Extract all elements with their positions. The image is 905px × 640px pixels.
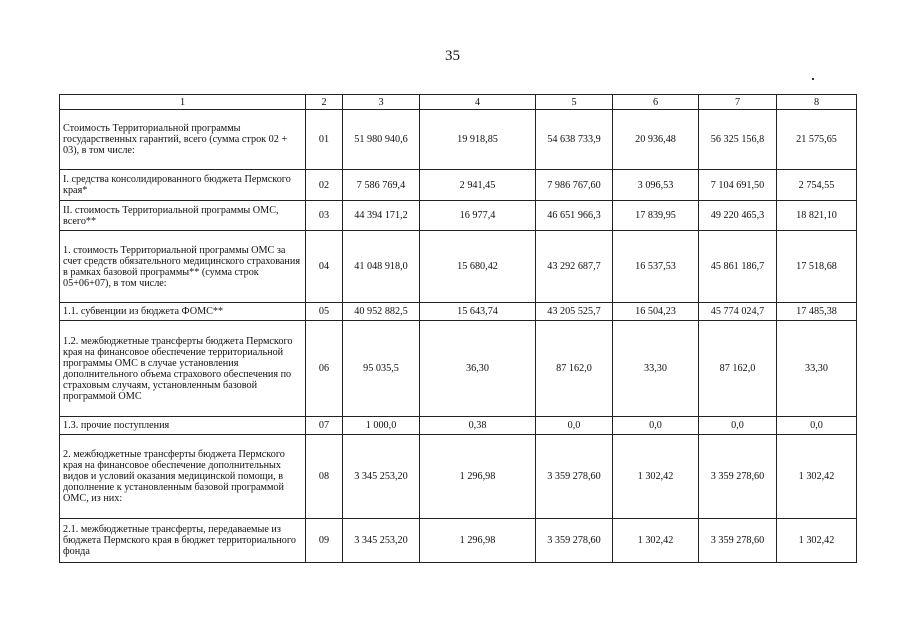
row-code: 02 bbox=[306, 170, 343, 201]
table-row bbox=[60, 170, 857, 201]
row-code: 08 bbox=[306, 435, 343, 519]
row-value: 43 205 525,7 bbox=[536, 303, 613, 321]
row-value: 3 345 253,20 bbox=[343, 519, 420, 563]
row-value: 3 359 278,60 bbox=[699, 519, 777, 563]
row-value: 15 680,42 bbox=[420, 231, 536, 303]
scan-speck bbox=[812, 78, 814, 80]
header-cell: 8 bbox=[777, 95, 857, 110]
row-value: 0,0 bbox=[777, 417, 857, 435]
row-value: 41 048 918,0 bbox=[343, 231, 420, 303]
row-label: 2.1. межбюджетные трансферты, передаваемые из бюджета Пермского края в бюджет территориального фонда bbox=[60, 519, 306, 563]
row-value: 33,30 bbox=[613, 321, 699, 417]
row-value: 17 839,95 bbox=[613, 201, 699, 231]
header-cell: 5 bbox=[536, 95, 613, 110]
row-value: 54 638 733,9 bbox=[536, 110, 613, 170]
row-code: 01 bbox=[306, 110, 343, 170]
table-row bbox=[60, 435, 857, 519]
row-label: 2. межбюджетные трансферты бюджета Пермского края на финансовое обеспечение дополнительных видов и условий оказания медицинской помощи, в дополнение к установленным базовой программой ОМС, из них: bbox=[60, 435, 306, 519]
row-value: 87 162,0 bbox=[536, 321, 613, 417]
row-value: 0,0 bbox=[536, 417, 613, 435]
row-value: 0,38 bbox=[420, 417, 536, 435]
row-label: 1.3. прочие поступления bbox=[60, 417, 306, 435]
row-label: Стоимость Территориальной программы государственных гарантий, всего (сумма строк 02 + 03), в том числе: bbox=[60, 110, 306, 170]
table-row bbox=[60, 231, 857, 303]
row-value: 49 220 465,3 bbox=[699, 201, 777, 231]
row-code: 09 bbox=[306, 519, 343, 563]
header-cell: 7 bbox=[699, 95, 777, 110]
row-value: 95 035,5 bbox=[343, 321, 420, 417]
row-value: 43 292 687,7 bbox=[536, 231, 613, 303]
row-value: 20 936,48 bbox=[613, 110, 699, 170]
row-value: 17 485,38 bbox=[777, 303, 857, 321]
row-value: 87 162,0 bbox=[699, 321, 777, 417]
row-code: 07 bbox=[306, 417, 343, 435]
row-value: 7 986 767,60 bbox=[536, 170, 613, 201]
row-value: 1 302,42 bbox=[777, 519, 857, 563]
row-value: 7 104 691,50 bbox=[699, 170, 777, 201]
row-value: 19 918,85 bbox=[420, 110, 536, 170]
header-cell: 1 bbox=[60, 95, 306, 110]
row-value: 7 586 769,4 bbox=[343, 170, 420, 201]
row-value: 46 651 966,3 bbox=[536, 201, 613, 231]
table-row bbox=[60, 201, 857, 231]
row-value: 3 096,53 bbox=[613, 170, 699, 201]
row-code: 04 bbox=[306, 231, 343, 303]
row-value: 1 296,98 bbox=[420, 435, 536, 519]
row-value: 17 518,68 bbox=[777, 231, 857, 303]
row-value: 0,0 bbox=[699, 417, 777, 435]
row-value: 33,30 bbox=[777, 321, 857, 417]
row-label: 1.2. межбюджетные трансферты бюджета Пермского края на финансовое обеспечение территориальной программы ОМС в случае установления дополнительного объема страхового обеспечения по страховым случаям, установленным базовой программой ОМС bbox=[60, 321, 306, 417]
row-value: 45 861 186,7 bbox=[699, 231, 777, 303]
row-code: 06 bbox=[306, 321, 343, 417]
row-value: 3 359 278,60 bbox=[536, 519, 613, 563]
row-value: 16 504,23 bbox=[613, 303, 699, 321]
row-value: 16 537,53 bbox=[613, 231, 699, 303]
row-value: 40 952 882,5 bbox=[343, 303, 420, 321]
header-cell: 4 bbox=[420, 95, 536, 110]
table-header bbox=[60, 95, 857, 110]
table-row bbox=[60, 110, 857, 170]
header-row bbox=[60, 95, 857, 110]
table-row bbox=[60, 321, 857, 417]
row-value: 1 302,42 bbox=[613, 519, 699, 563]
row-value: 36,30 bbox=[420, 321, 536, 417]
row-value: 44 394 171,2 bbox=[343, 201, 420, 231]
row-value: 2 754,55 bbox=[777, 170, 857, 201]
row-label: 1. стоимость Территориальной программы ОМС за счет средств обязательного медицинского страхования в рамках базовой программы** (сумма строк 05+06+07), в том числе: bbox=[60, 231, 306, 303]
row-label: II. стоимость Территориальной программы ОМС, всего** bbox=[60, 201, 306, 231]
row-value: 3 359 278,60 bbox=[699, 435, 777, 519]
row-value: 3 359 278,60 bbox=[536, 435, 613, 519]
page-number: 35 bbox=[445, 48, 460, 64]
table-row bbox=[60, 417, 857, 435]
budget-table bbox=[59, 94, 857, 563]
row-label: 1.1. субвенции из бюджета ФОМС** bbox=[60, 303, 306, 321]
row-label: I. средства консолидированного бюджета Пермского края* bbox=[60, 170, 306, 201]
row-value: 16 977,4 bbox=[420, 201, 536, 231]
row-value: 18 821,10 bbox=[777, 201, 857, 231]
header-cell: 3 bbox=[343, 95, 420, 110]
row-value: 56 325 156,8 bbox=[699, 110, 777, 170]
row-value: 51 980 940,6 bbox=[343, 110, 420, 170]
header-cell: 2 bbox=[306, 95, 343, 110]
row-value: 2 941,45 bbox=[420, 170, 536, 201]
row-value: 1 302,42 bbox=[777, 435, 857, 519]
row-code: 03 bbox=[306, 201, 343, 231]
row-value: 1 302,42 bbox=[613, 435, 699, 519]
table-row bbox=[60, 519, 857, 563]
row-value: 3 345 253,20 bbox=[343, 435, 420, 519]
header-cell: 6 bbox=[613, 95, 699, 110]
row-value: 45 774 024,7 bbox=[699, 303, 777, 321]
table-row bbox=[60, 303, 857, 321]
row-value: 1 296,98 bbox=[420, 519, 536, 563]
row-value: 21 575,65 bbox=[777, 110, 857, 170]
row-value: 15 643,74 bbox=[420, 303, 536, 321]
row-value: 0,0 bbox=[613, 417, 699, 435]
row-value: 1 000,0 bbox=[343, 417, 420, 435]
row-code: 05 bbox=[306, 303, 343, 321]
